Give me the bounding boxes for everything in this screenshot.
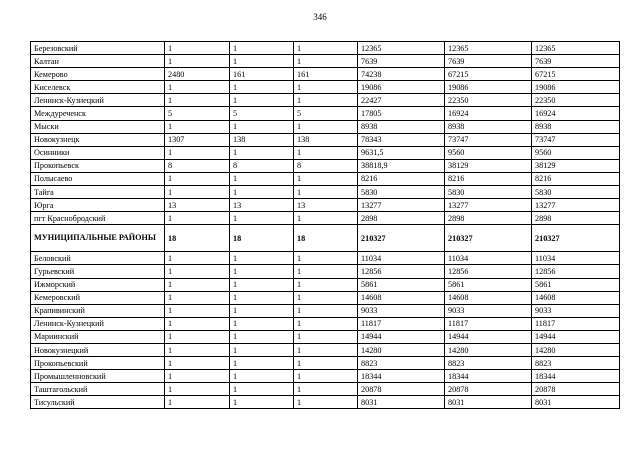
value-cell: 1: [165, 317, 230, 330]
value-cell: 1: [294, 330, 358, 343]
table-row: [31, 343, 620, 356]
value-cell: 1: [165, 252, 230, 265]
table-row-section-header: [31, 225, 620, 252]
value-cell: 14280: [532, 343, 620, 356]
value-cell: 1: [294, 120, 358, 133]
table-row: [31, 265, 620, 278]
value-cell: 1: [165, 383, 230, 396]
row-label-cell: Полысаево: [31, 172, 165, 185]
value-cell: 8216: [532, 172, 620, 185]
value-cell: 38818,9: [358, 159, 445, 172]
row-label-cell: Прокопьевский: [31, 357, 165, 370]
table-row: [31, 120, 620, 133]
value-cell: 138: [230, 133, 294, 146]
value-cell: 5861: [445, 278, 532, 291]
value-cell: 1: [294, 81, 358, 94]
value-cell: 1: [165, 42, 230, 55]
value-cell: 1: [165, 55, 230, 68]
value-cell: 9560: [445, 146, 532, 159]
value-cell: 13: [230, 199, 294, 212]
value-cell: 1: [165, 81, 230, 94]
value-cell: 11817: [358, 317, 445, 330]
row-label-cell: Промышленновский: [31, 370, 165, 383]
value-cell: 1: [165, 330, 230, 343]
value-cell: 1: [165, 265, 230, 278]
value-cell: 210327: [358, 225, 445, 252]
value-cell: 7639: [532, 55, 620, 68]
value-cell: 18344: [358, 370, 445, 383]
value-cell: 1: [294, 317, 358, 330]
row-label-cell: Киселевск: [31, 81, 165, 94]
value-cell: 11034: [445, 252, 532, 265]
value-cell: 1: [230, 146, 294, 159]
table-row: [31, 383, 620, 396]
value-cell: 8216: [445, 172, 532, 185]
row-label-cell: Ижморский: [31, 278, 165, 291]
value-cell: 5861: [358, 278, 445, 291]
value-cell: 2480: [165, 68, 230, 81]
value-cell: 12365: [532, 42, 620, 55]
row-label-cell: Кемерово: [31, 68, 165, 81]
value-cell: 9631,5: [358, 146, 445, 159]
value-cell: 74238: [358, 68, 445, 81]
table-row: [31, 81, 620, 94]
value-cell: 14944: [445, 330, 532, 343]
value-cell: 14944: [358, 330, 445, 343]
value-cell: 11817: [445, 317, 532, 330]
value-cell: 78343: [358, 133, 445, 146]
value-cell: 8031: [532, 396, 620, 409]
value-cell: 9033: [445, 304, 532, 317]
value-cell: 14944: [532, 330, 620, 343]
value-cell: 8031: [445, 396, 532, 409]
value-cell: 161: [230, 68, 294, 81]
value-cell: 14608: [532, 291, 620, 304]
value-cell: 1: [165, 146, 230, 159]
value-cell: 210327: [445, 225, 532, 252]
value-cell: 5: [165, 107, 230, 120]
row-label-cell: Прокопьевск: [31, 159, 165, 172]
value-cell: 13277: [445, 199, 532, 212]
value-cell: 1: [165, 343, 230, 356]
table-row: [31, 291, 620, 304]
value-cell: 1: [230, 212, 294, 225]
row-label-cell: Беловский: [31, 252, 165, 265]
value-cell: 210327: [532, 225, 620, 252]
value-cell: 1: [294, 55, 358, 68]
table-row: [31, 172, 620, 185]
value-cell: 73747: [445, 133, 532, 146]
table-row: [31, 146, 620, 159]
table-body: [31, 42, 620, 409]
value-cell: 161: [294, 68, 358, 81]
row-label-cell: Ленинск-Кузнецкий: [31, 94, 165, 107]
table-row: [31, 357, 620, 370]
value-cell: 14608: [358, 291, 445, 304]
row-label-cell: Березовский: [31, 42, 165, 55]
value-cell: 13277: [532, 199, 620, 212]
value-cell: 1: [230, 357, 294, 370]
value-cell: 1: [294, 396, 358, 409]
table-row: [31, 68, 620, 81]
row-label-cell: Новокузнецк: [31, 133, 165, 146]
value-cell: 8031: [358, 396, 445, 409]
value-cell: 1: [165, 291, 230, 304]
data-table: [30, 41, 620, 409]
value-cell: 13: [165, 199, 230, 212]
row-label-cell: Таштагольский: [31, 383, 165, 396]
value-cell: 1: [165, 186, 230, 199]
value-cell: 20878: [445, 383, 532, 396]
value-cell: 8: [294, 159, 358, 172]
value-cell: 22427: [358, 94, 445, 107]
value-cell: 12856: [532, 265, 620, 278]
value-cell: 14608: [445, 291, 532, 304]
value-cell: 38129: [532, 159, 620, 172]
row-label-cell: Мыски: [31, 120, 165, 133]
table-row: [31, 304, 620, 317]
value-cell: 1: [294, 278, 358, 291]
value-cell: 1: [294, 265, 358, 278]
row-label-cell: Калтан: [31, 55, 165, 68]
row-label-cell: Междуреченск: [31, 107, 165, 120]
value-cell: 8823: [358, 357, 445, 370]
table-row: [31, 186, 620, 199]
value-cell: 1: [294, 370, 358, 383]
value-cell: 1: [230, 55, 294, 68]
value-cell: 16924: [532, 107, 620, 120]
value-cell: 8938: [532, 120, 620, 133]
value-cell: 8938: [445, 120, 532, 133]
value-cell: 8216: [358, 172, 445, 185]
table-row: [31, 133, 620, 146]
value-cell: 11817: [532, 317, 620, 330]
row-label-cell: Юрга: [31, 199, 165, 212]
value-cell: 1: [230, 186, 294, 199]
value-cell: 1: [230, 370, 294, 383]
table-row: [31, 107, 620, 120]
value-cell: 138: [294, 133, 358, 146]
row-label-cell: Тисульский: [31, 396, 165, 409]
table-row: [31, 55, 620, 68]
value-cell: 1: [230, 317, 294, 330]
table-row: [31, 330, 620, 343]
value-cell: 14280: [445, 343, 532, 356]
table-row: [31, 252, 620, 265]
value-cell: 18: [165, 225, 230, 252]
value-cell: 5830: [358, 186, 445, 199]
row-label-cell: Кемеровский: [31, 291, 165, 304]
value-cell: 1: [230, 383, 294, 396]
value-cell: 12856: [358, 265, 445, 278]
value-cell: 2898: [358, 212, 445, 225]
value-cell: 5861: [532, 278, 620, 291]
value-cell: 18344: [532, 370, 620, 383]
value-cell: 1: [165, 94, 230, 107]
value-cell: 13277: [358, 199, 445, 212]
value-cell: 1: [230, 330, 294, 343]
value-cell: 9560: [532, 146, 620, 159]
value-cell: 2898: [445, 212, 532, 225]
value-cell: 1: [294, 357, 358, 370]
value-cell: 38129: [445, 159, 532, 172]
value-cell: 1: [294, 42, 358, 55]
value-cell: 67215: [532, 68, 620, 81]
value-cell: 12856: [445, 265, 532, 278]
row-label-cell: Тайга: [31, 186, 165, 199]
value-cell: 73747: [532, 133, 620, 146]
value-cell: 5830: [532, 186, 620, 199]
value-cell: 1: [230, 94, 294, 107]
value-cell: 1: [165, 278, 230, 291]
value-cell: 1: [230, 304, 294, 317]
value-cell: 1: [294, 94, 358, 107]
value-cell: 22350: [445, 94, 532, 107]
value-cell: 8823: [445, 357, 532, 370]
value-cell: 14280: [358, 343, 445, 356]
value-cell: 7639: [358, 55, 445, 68]
row-label-cell: Осинники: [31, 146, 165, 159]
value-cell: 1: [230, 172, 294, 185]
table-row: [31, 212, 620, 225]
value-cell: 12365: [445, 42, 532, 55]
value-cell: 11034: [358, 252, 445, 265]
value-cell: 1: [230, 252, 294, 265]
row-label-cell: Ленинск-Кузнецкий: [31, 317, 165, 330]
value-cell: 19086: [358, 81, 445, 94]
row-label-cell: Крапивинский: [31, 304, 165, 317]
row-label-cell: Гурьевский: [31, 265, 165, 278]
page-number: 346: [313, 12, 327, 22]
value-cell: 18344: [445, 370, 532, 383]
value-cell: 5830: [445, 186, 532, 199]
table-row: [31, 159, 620, 172]
value-cell: 1: [165, 357, 230, 370]
value-cell: 17805: [358, 107, 445, 120]
value-cell: 8938: [358, 120, 445, 133]
table-row: [31, 317, 620, 330]
value-cell: 13: [294, 199, 358, 212]
value-cell: 19086: [532, 81, 620, 94]
value-cell: 1: [165, 212, 230, 225]
value-cell: 16924: [445, 107, 532, 120]
value-cell: 1: [165, 172, 230, 185]
value-cell: 1: [294, 212, 358, 225]
table-row: [31, 94, 620, 107]
value-cell: 1: [230, 42, 294, 55]
table-row: [31, 396, 620, 409]
value-cell: 8823: [532, 357, 620, 370]
value-cell: 8: [165, 159, 230, 172]
value-cell: 9033: [358, 304, 445, 317]
row-label-cell: пгт Краснобродский: [31, 212, 165, 225]
table-row: [31, 278, 620, 291]
value-cell: 9033: [532, 304, 620, 317]
row-label-cell: Новокузнецкий: [31, 343, 165, 356]
value-cell: 1: [230, 396, 294, 409]
value-cell: 1: [165, 120, 230, 133]
value-cell: 1: [230, 265, 294, 278]
value-cell: 1: [294, 343, 358, 356]
value-cell: 1: [230, 291, 294, 304]
value-cell: 1: [294, 304, 358, 317]
value-cell: 1: [294, 186, 358, 199]
row-label-cell: МУНИЦИПАЛЬНЫЕ РАЙОНЫ: [31, 225, 165, 252]
value-cell: 12365: [358, 42, 445, 55]
value-cell: 1: [294, 172, 358, 185]
value-cell: 8: [230, 159, 294, 172]
value-cell: 19086: [445, 81, 532, 94]
table-row: [31, 199, 620, 212]
value-cell: 1: [230, 120, 294, 133]
value-cell: 11034: [532, 252, 620, 265]
row-label-cell: Мариинский: [31, 330, 165, 343]
value-cell: 1: [294, 291, 358, 304]
value-cell: 2898: [532, 212, 620, 225]
value-cell: 18: [230, 225, 294, 252]
value-cell: 22350: [532, 94, 620, 107]
value-cell: 67215: [445, 68, 532, 81]
value-cell: 1: [294, 146, 358, 159]
value-cell: 1: [230, 343, 294, 356]
value-cell: 20878: [358, 383, 445, 396]
value-cell: 1: [294, 252, 358, 265]
value-cell: 1: [165, 396, 230, 409]
value-cell: 5: [294, 107, 358, 120]
value-cell: 1307: [165, 133, 230, 146]
value-cell: 1: [230, 278, 294, 291]
value-cell: 1: [294, 383, 358, 396]
table-row: [31, 42, 620, 55]
value-cell: 1: [165, 304, 230, 317]
table-row: [31, 370, 620, 383]
value-cell: 20878: [532, 383, 620, 396]
value-cell: 1: [230, 81, 294, 94]
value-cell: 1: [165, 370, 230, 383]
value-cell: 5: [230, 107, 294, 120]
value-cell: 18: [294, 225, 358, 252]
value-cell: 7639: [445, 55, 532, 68]
